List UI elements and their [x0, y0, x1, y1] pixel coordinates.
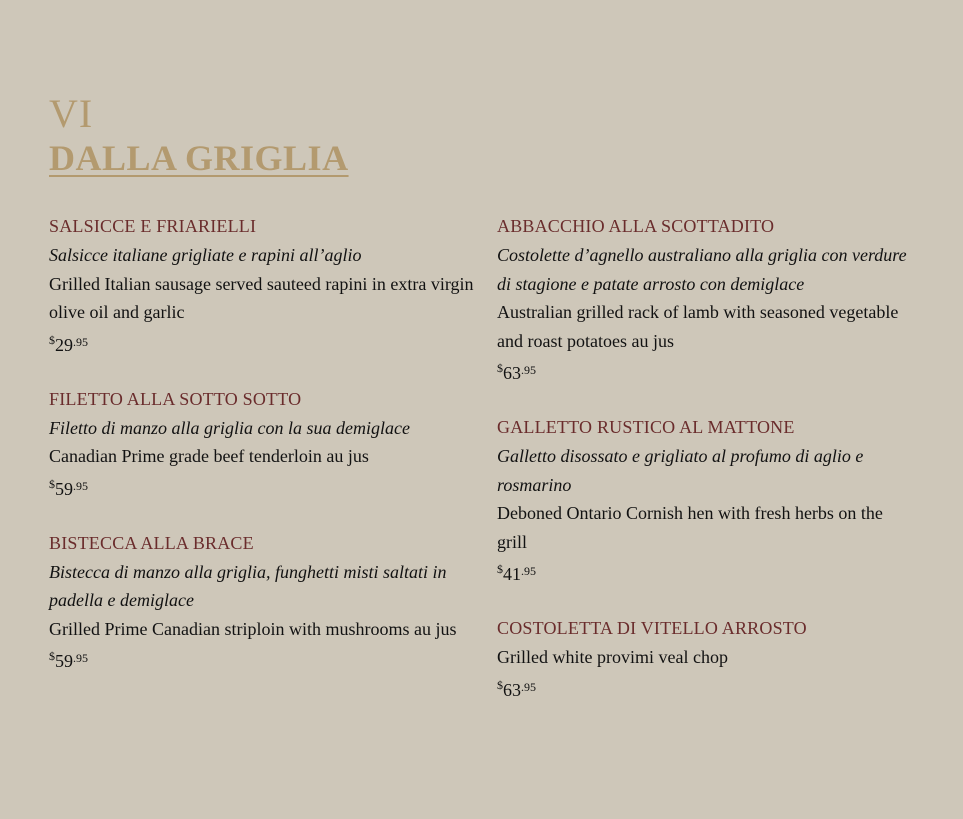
price-cents: .95 [521, 564, 536, 578]
price-dollars: 63 [503, 679, 521, 700]
menu-item [497, 615, 917, 703]
price-currency: $ [49, 476, 55, 491]
section-header [49, 92, 349, 180]
price-cents: .95 [521, 363, 536, 377]
item-name: BISTECCA ALLA BRACE [49, 532, 254, 553]
menu-column-right [497, 213, 917, 731]
price-currency: $ [49, 332, 55, 347]
item-italian-description: Salsicce italiane grigliate e rapini all’aglio [49, 245, 362, 265]
price-cents: .95 [73, 478, 88, 493]
item-italian-description: Costolette d’agnello australiano alla griglia con verdure di stagione e patate arrosto con demiglace [497, 245, 907, 294]
menu-item [497, 213, 917, 386]
item-english-description: Grilled Italian sausage served sauteed rapini in extra virgin olive oil and garlic [49, 273, 474, 322]
item-english-description: Grilled Prime Canadian striploin with mushrooms au jus [49, 618, 457, 639]
item-price [497, 672, 917, 703]
price-currency: $ [497, 361, 503, 375]
item-price [49, 471, 474, 502]
item-name: ABBACCHIO ALLA SCOTTADITO [497, 216, 775, 236]
item-italian-description: Galletto disossato e grigliato al profumo di aglio e rosmarino [497, 446, 864, 495]
menu-item [49, 386, 474, 502]
item-name: FILETTO ALLA SOTTO SOTTO [49, 388, 302, 409]
menu-column-left [49, 213, 474, 702]
price-dollars: 59 [55, 651, 73, 671]
price-currency: $ [497, 562, 503, 576]
price-cents: .95 [73, 334, 88, 349]
item-italian-description: Filetto di manzo alla griglia con la sua demiglace [49, 417, 410, 438]
item-name: GALLETTO RUSTICO AL MATTONE [497, 417, 795, 437]
item-name: SALSICCE E FRIARIELLI [49, 216, 257, 236]
item-english-description: Grilled white provimi veal chop [497, 647, 728, 667]
item-name: COSTOLETTA DI VITELLO ARROSTO [497, 618, 807, 638]
price-currency: $ [497, 677, 503, 692]
price-dollars: 63 [503, 363, 521, 383]
item-price [497, 355, 917, 386]
menu-item [49, 530, 474, 675]
menu-item [497, 414, 917, 587]
section-title: DALLA GRIGLIA [49, 138, 349, 178]
price-currency: $ [49, 649, 55, 663]
price-dollars: 59 [55, 478, 73, 499]
item-italian-description: Bistecca di manzo alla griglia, funghetti misti saltati in padella e demiglace [49, 561, 447, 610]
menu-item [49, 213, 474, 358]
item-price [497, 556, 917, 587]
item-price [49, 327, 474, 358]
section-number: VI [49, 91, 94, 136]
price-cents: .95 [521, 679, 536, 694]
price-dollars: 29 [55, 334, 73, 355]
item-english-description: Deboned Ontario Cornish hen with fresh herbs on the grill [497, 503, 883, 552]
item-english-description: Australian grilled rack of lamb with seasoned vegetable and roast potatoes au jus [497, 302, 899, 351]
price-dollars: 41 [503, 564, 521, 584]
item-english-description: Canadian Prime grade beef tenderloin au jus [49, 446, 369, 466]
price-cents: .95 [73, 651, 88, 665]
item-price [49, 643, 474, 674]
